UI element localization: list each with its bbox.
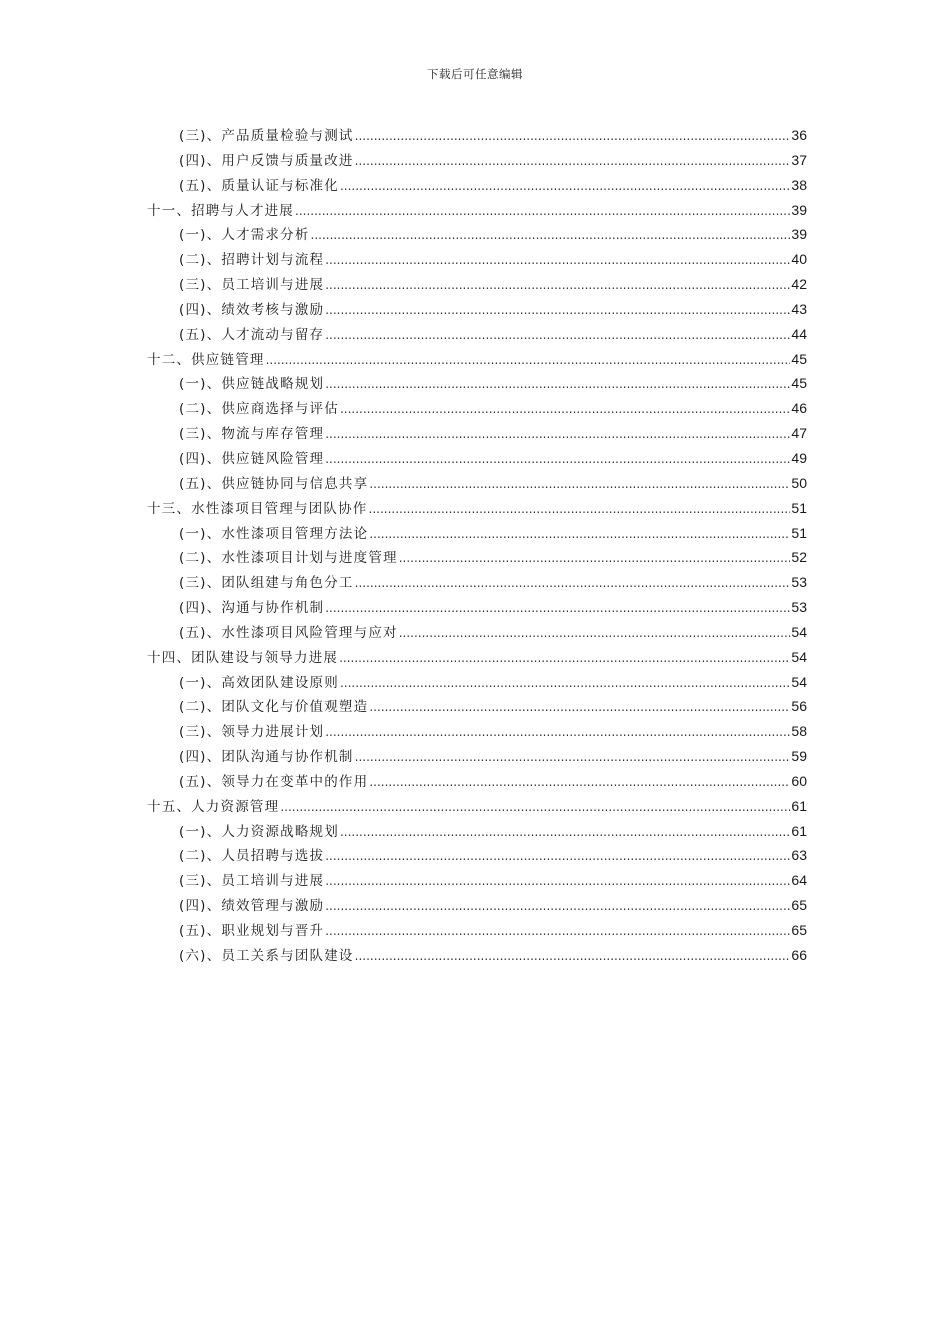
toc-dot-leader (266, 353, 791, 367)
toc-entry-page: 37 (791, 151, 807, 168)
toc-entry[interactable] (147, 497, 807, 522)
toc-dot-leader (369, 527, 790, 541)
toc-entry-page: 58 (791, 723, 807, 740)
toc-entry-page: 45 (791, 375, 807, 392)
toc-entry-title: (一)、人才需求分析 (179, 227, 310, 244)
toc-entry[interactable] (147, 149, 807, 174)
toc-entry[interactable] (147, 397, 807, 422)
toc-entry-title: (四)、团队沟通与协作机制 (179, 749, 354, 766)
toc-entry-page: 42 (791, 276, 807, 293)
toc-entry-page: 53 (791, 574, 807, 591)
toc-entry[interactable] (147, 422, 807, 447)
toc-entry[interactable] (147, 372, 807, 397)
toc-dot-leader (355, 129, 791, 143)
toc-entry-page: 54 (791, 623, 807, 640)
toc-entry[interactable] (147, 820, 807, 845)
toc-entry[interactable] (147, 844, 807, 869)
toc-entry-title: (一)、水性漆项目管理方法论 (179, 525, 369, 542)
toc-entry-page: 40 (791, 251, 807, 268)
toc-entry-title: (二)、水性漆项目计划与进度管理 (179, 550, 398, 567)
toc-entry-page: 59 (791, 748, 807, 765)
toc-entry-title: (五)、供应链协同与信息共享 (179, 475, 369, 492)
toc-entry[interactable] (147, 919, 807, 944)
toc-entry-title: (一)、人力资源战略规划 (179, 823, 339, 840)
toc-entry-title: (三)、员工培训与进展 (179, 873, 325, 890)
toc-entry-page: 45 (791, 350, 807, 367)
page-header: 下载后可任意编辑 (427, 67, 523, 81)
toc-dot-leader (295, 204, 790, 218)
toc-entry-page: 52 (791, 549, 807, 566)
toc-entry-title: (五)、水性漆项目风险管理与应对 (179, 624, 398, 641)
toc-entry-page: 65 (791, 922, 807, 938)
toc-dot-leader (399, 626, 791, 640)
toc-entry-title: (三)、产品质量检验与测试 (179, 128, 354, 144)
toc-entry-page: 54 (791, 673, 807, 690)
toc-entry[interactable] (147, 621, 807, 646)
toc-entry[interactable] (147, 447, 807, 472)
toc-dot-leader (369, 477, 790, 491)
toc-entry-title: 十四、团队建设与领导力进展 (147, 649, 339, 666)
toc-dot-leader (325, 601, 790, 615)
toc-entry-title: (四)、用户反馈与质量改进 (179, 152, 354, 169)
toc-entry-title: (三)、团队组建与角色分工 (179, 575, 354, 592)
toc-entry[interactable] (147, 223, 807, 248)
toc-entry-page: 47 (791, 425, 807, 442)
toc-entry-page: 39 (791, 226, 807, 243)
toc-entry-page: 46 (791, 400, 807, 417)
toc-entry-title: (四)、绩效考核与激励 (179, 301, 325, 318)
toc-entry-page: 65 (791, 897, 807, 914)
toc-dot-leader (340, 676, 790, 690)
toc-dot-leader (325, 874, 790, 888)
toc-entry[interactable] (147, 720, 807, 745)
toc-entry-page: 53 (791, 599, 807, 616)
toc-dot-leader (325, 899, 790, 913)
toc-dot-leader (340, 179, 790, 193)
toc-entry-page: 44 (791, 325, 807, 342)
toc-entry-page: 66 (791, 946, 807, 963)
toc-entry-title: 十三、水性漆项目管理与团队协作 (147, 500, 368, 517)
toc-entry-title: (四)、沟通与协作机制 (179, 600, 325, 617)
toc-entry[interactable] (147, 770, 807, 795)
toc-entry[interactable] (147, 248, 807, 273)
toc-dot-leader (325, 253, 790, 267)
toc-entry-title: (六)、员工关系与团队建设 (179, 947, 354, 964)
toc-entry-title: (三)、员工培训与进展 (179, 277, 325, 294)
toc-entry-title: (五)、人才流动与留存 (179, 326, 325, 343)
toc-entry[interactable] (147, 546, 807, 571)
toc-dot-leader (325, 278, 790, 292)
toc-entry-page: 43 (791, 300, 807, 317)
toc-entry-title: (三)、领导力进展计划 (179, 724, 325, 741)
toc-dot-leader (355, 576, 791, 590)
toc-entry-page: 49 (791, 449, 807, 466)
toc-dot-leader (325, 377, 790, 391)
toc-entry[interactable] (147, 124, 807, 149)
toc-entry[interactable] (147, 571, 807, 596)
toc-dot-leader (311, 228, 791, 242)
toc-entry[interactable] (147, 745, 807, 770)
toc-dot-leader (369, 502, 791, 516)
toc-entry[interactable] (147, 298, 807, 323)
toc-entry-page: 54 (791, 648, 807, 665)
toc-entry[interactable] (147, 472, 807, 497)
toc-entry-page: 63 (791, 847, 807, 864)
toc-entry-title: (二)、招聘计划与流程 (179, 252, 325, 269)
toc-entry[interactable] (147, 944, 807, 969)
toc-entry-page: 51 (791, 524, 807, 541)
toc-entry-page: 61 (791, 822, 807, 839)
toc-entry-page: 56 (791, 698, 807, 715)
toc-entry[interactable] (147, 869, 807, 894)
toc-entry-title: (四)、绩效管理与激励 (179, 898, 325, 915)
toc-entry[interactable] (147, 795, 807, 820)
toc-dot-leader (325, 427, 790, 441)
toc-dot-leader (325, 303, 790, 317)
toc-entry-title: (四)、供应链风险管理 (179, 450, 325, 467)
toc-entry-title: (五)、职业规划与晋升 (179, 923, 325, 939)
toc-entry-title: (一)、高效团队建设原则 (179, 674, 339, 691)
toc-entry[interactable] (147, 894, 807, 919)
toc-entry-title: 十一、招聘与人才进展 (147, 202, 294, 219)
toc-dot-leader (355, 154, 791, 168)
toc-entry[interactable] (147, 174, 807, 199)
toc-dot-leader (280, 800, 790, 814)
toc-entry[interactable] (147, 273, 807, 298)
toc-entry-page: 51 (791, 499, 807, 516)
toc-dot-leader (399, 551, 791, 565)
table-of-contents (147, 124, 807, 969)
toc-dot-leader (325, 452, 790, 466)
toc-entry-title: (二)、供应商选择与评估 (179, 401, 339, 418)
toc-dot-leader (340, 825, 790, 839)
toc-entry-title: (五)、质量认证与标准化 (179, 177, 339, 194)
toc-dot-leader (340, 402, 790, 416)
toc-dot-leader (355, 750, 791, 764)
toc-entry-page: 50 (791, 474, 807, 491)
toc-entry[interactable] (147, 695, 807, 720)
toc-entry-page: 61 (791, 797, 807, 814)
toc-entry-title: (五)、领导力在变革中的作用 (179, 773, 369, 790)
toc-entry-page: 38 (791, 176, 807, 193)
toc-dot-leader (369, 700, 790, 714)
toc-dot-leader (325, 924, 790, 938)
toc-dot-leader (339, 651, 790, 665)
toc-entry-title: 十二、供应链管理 (147, 351, 265, 368)
toc-entry-page: 60 (791, 772, 807, 789)
toc-dot-leader (369, 775, 790, 789)
toc-entry[interactable] (147, 671, 807, 696)
toc-entry-title: (二)、团队文化与价值观塑造 (179, 699, 369, 716)
toc-dot-leader (355, 949, 791, 963)
toc-entry-page: 36 (791, 127, 807, 143)
toc-dot-leader (325, 725, 790, 739)
toc-entry[interactable] (147, 348, 807, 373)
toc-entry-title: (一)、供应链战略规划 (179, 376, 325, 393)
toc-entry-page: 64 (791, 872, 807, 889)
toc-entry-page: 39 (791, 201, 807, 218)
toc-dot-leader (325, 328, 790, 342)
toc-entry-title: (二)、人员招聘与选拔 (179, 848, 325, 865)
toc-entry[interactable] (147, 596, 807, 621)
toc-entry-title: 十五、人力资源管理 (147, 798, 280, 815)
toc-entry[interactable] (147, 522, 807, 547)
toc-dot-leader (325, 849, 790, 863)
toc-entry[interactable] (147, 646, 807, 671)
toc-entry[interactable] (147, 323, 807, 348)
toc-entry-title: (三)、物流与库存管理 (179, 426, 325, 443)
toc-entry[interactable] (147, 199, 807, 224)
